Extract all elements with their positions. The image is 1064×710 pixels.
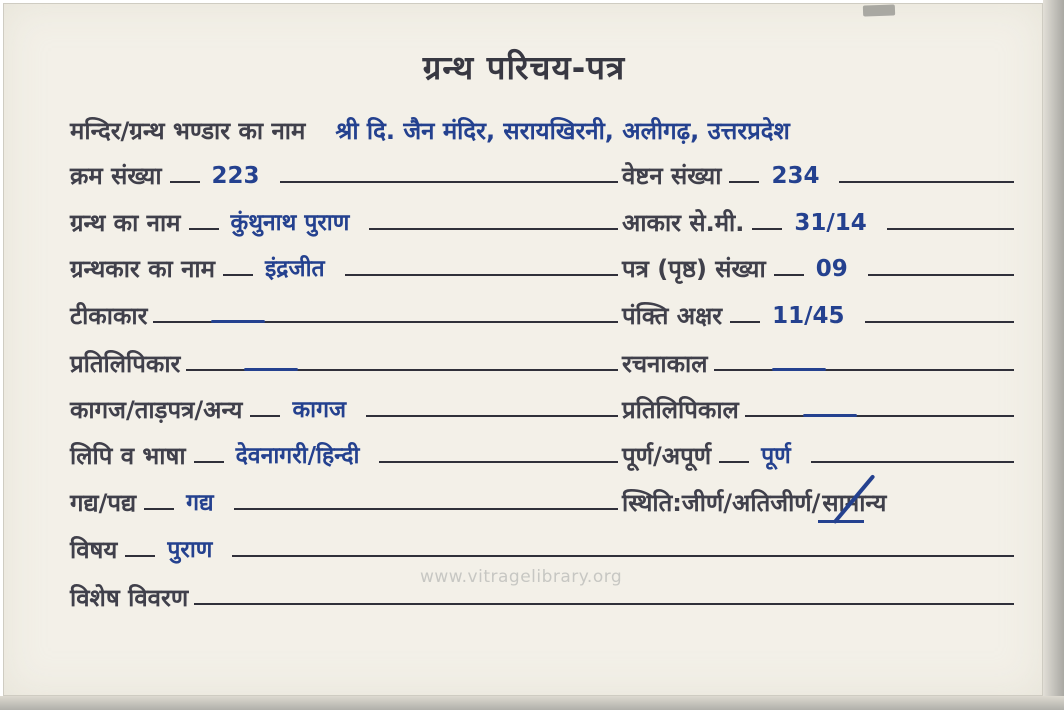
field-row <box>70 535 1014 566</box>
field-rule-segment <box>223 274 253 276</box>
field-rule-line <box>714 369 1014 371</box>
field-row <box>622 301 1014 332</box>
field-rule-line <box>366 415 618 417</box>
field-label: प्रतिलिपिकार <box>70 350 181 378</box>
field-rule-segment <box>719 461 749 463</box>
blank-dash-mark <box>244 368 298 372</box>
field-value: 11/45 <box>772 302 845 329</box>
field-row <box>70 254 618 285</box>
field-rule-segment <box>729 181 759 183</box>
field-row <box>70 301 618 332</box>
field-value: 223 <box>211 162 260 189</box>
field-label: आकार से.मी. <box>622 209 745 237</box>
field-value: इंद्रजीत <box>265 255 325 282</box>
field-rule-line <box>153 321 618 323</box>
field-row <box>622 254 1014 285</box>
field-rule-line <box>745 415 1014 417</box>
field-label: कागज/ताड़पत्र/अन्य <box>70 396 243 424</box>
field-row <box>622 395 1014 426</box>
field-row <box>70 208 618 239</box>
field-rule-segment <box>144 508 174 510</box>
field-rule-segment <box>170 181 200 183</box>
field-row-temple-name <box>70 116 1020 147</box>
field-rule-line <box>811 461 1014 463</box>
field-row <box>70 161 618 192</box>
field-value: 234 <box>771 162 820 189</box>
field-marked-option: सामान्य <box>822 488 886 519</box>
scan-corner-artifact <box>863 4 895 16</box>
field-rule-line <box>234 508 618 510</box>
field-value: गद्य <box>186 489 214 516</box>
field-row <box>622 441 1014 472</box>
field-label: विशेष विवरण <box>70 584 189 612</box>
field-value: पुराण <box>167 536 213 563</box>
field-value: पूर्ण <box>761 442 791 469</box>
field-rule-line <box>369 228 618 230</box>
field-rule-line <box>865 321 1014 323</box>
scan-edge-bottom <box>0 696 1064 710</box>
field-row <box>622 161 1014 192</box>
field-row <box>622 208 1014 239</box>
blank-dash-mark <box>211 320 265 324</box>
field-label: क्रम संख्या <box>70 162 162 190</box>
page-title: ग्रन्थ परिचय-पत्र <box>422 48 626 87</box>
selection-underline-mark <box>818 520 864 523</box>
field-rule-segment <box>189 228 219 230</box>
field-rule-segment <box>730 321 760 323</box>
scan-edge-right <box>1043 0 1064 710</box>
field-row <box>70 441 618 472</box>
field-rule-segment <box>194 461 224 463</box>
field-row <box>622 488 1014 519</box>
field-label: पूर्ण/अपूर्ण <box>622 442 712 470</box>
field-label: ग्रन्थ का नाम <box>70 209 181 237</box>
field-rule-line <box>839 181 1014 183</box>
watermark: www.vitragelibrary.org <box>420 567 623 587</box>
field-label: ग्रन्थकार का नाम <box>70 255 215 283</box>
field-rule-line <box>280 181 618 183</box>
field-label: स्थिति:जीर्ण/अतिजीर्ण/ <box>622 489 821 517</box>
field-rule-line <box>232 555 1014 557</box>
selection-slash-mark <box>832 474 875 524</box>
field-rule-segment <box>774 274 804 276</box>
field-value: कागज <box>292 396 347 423</box>
field-rule-line <box>194 603 1014 605</box>
blank-dash-mark <box>803 414 857 418</box>
field-rule-segment <box>250 415 280 417</box>
field-rule-segment <box>125 555 155 557</box>
field-label: वेष्टन संख्या <box>622 162 722 190</box>
field-label: रचनाकाल <box>622 350 708 378</box>
card-paper <box>3 3 1043 696</box>
field-row <box>70 395 618 426</box>
field-row <box>70 583 1014 614</box>
field-label: विषय <box>70 536 118 564</box>
field-value: 09 <box>815 255 848 282</box>
field-label: पंक्ति अक्षर <box>622 302 723 330</box>
blank-dash-mark <box>772 368 826 372</box>
field-value: देवनागरी/हिन्दी <box>235 442 360 469</box>
field-rule-line <box>379 461 618 463</box>
field-label: टीकाकार <box>70 302 148 330</box>
field-row <box>70 488 618 519</box>
field-label: गद्य/पद्य <box>70 489 137 517</box>
field-value: श्री दि. जैन मंदिर, सरायखिरनी, अलीगढ़, उत्तरप्रदेश <box>335 117 790 145</box>
field-rule-line <box>345 274 618 276</box>
field-rule-segment <box>752 228 782 230</box>
field-row <box>70 349 618 380</box>
field-rule-line <box>186 369 618 371</box>
field-label: मन्दिर/ग्रन्थ भण्डार का नाम <box>70 117 306 145</box>
field-row <box>622 349 1014 380</box>
field-label: लिपि व भाषा <box>70 442 186 470</box>
field-rule-line <box>887 228 1014 230</box>
field-rule-line <box>868 274 1014 276</box>
field-value: 31/14 <box>794 209 867 236</box>
field-label: पत्र (पृष्ठ) संख्या <box>622 255 766 283</box>
field-value: कुंथुनाथ पुराण <box>230 209 350 236</box>
field-label: प्रतिलिपिकाल <box>622 396 739 424</box>
